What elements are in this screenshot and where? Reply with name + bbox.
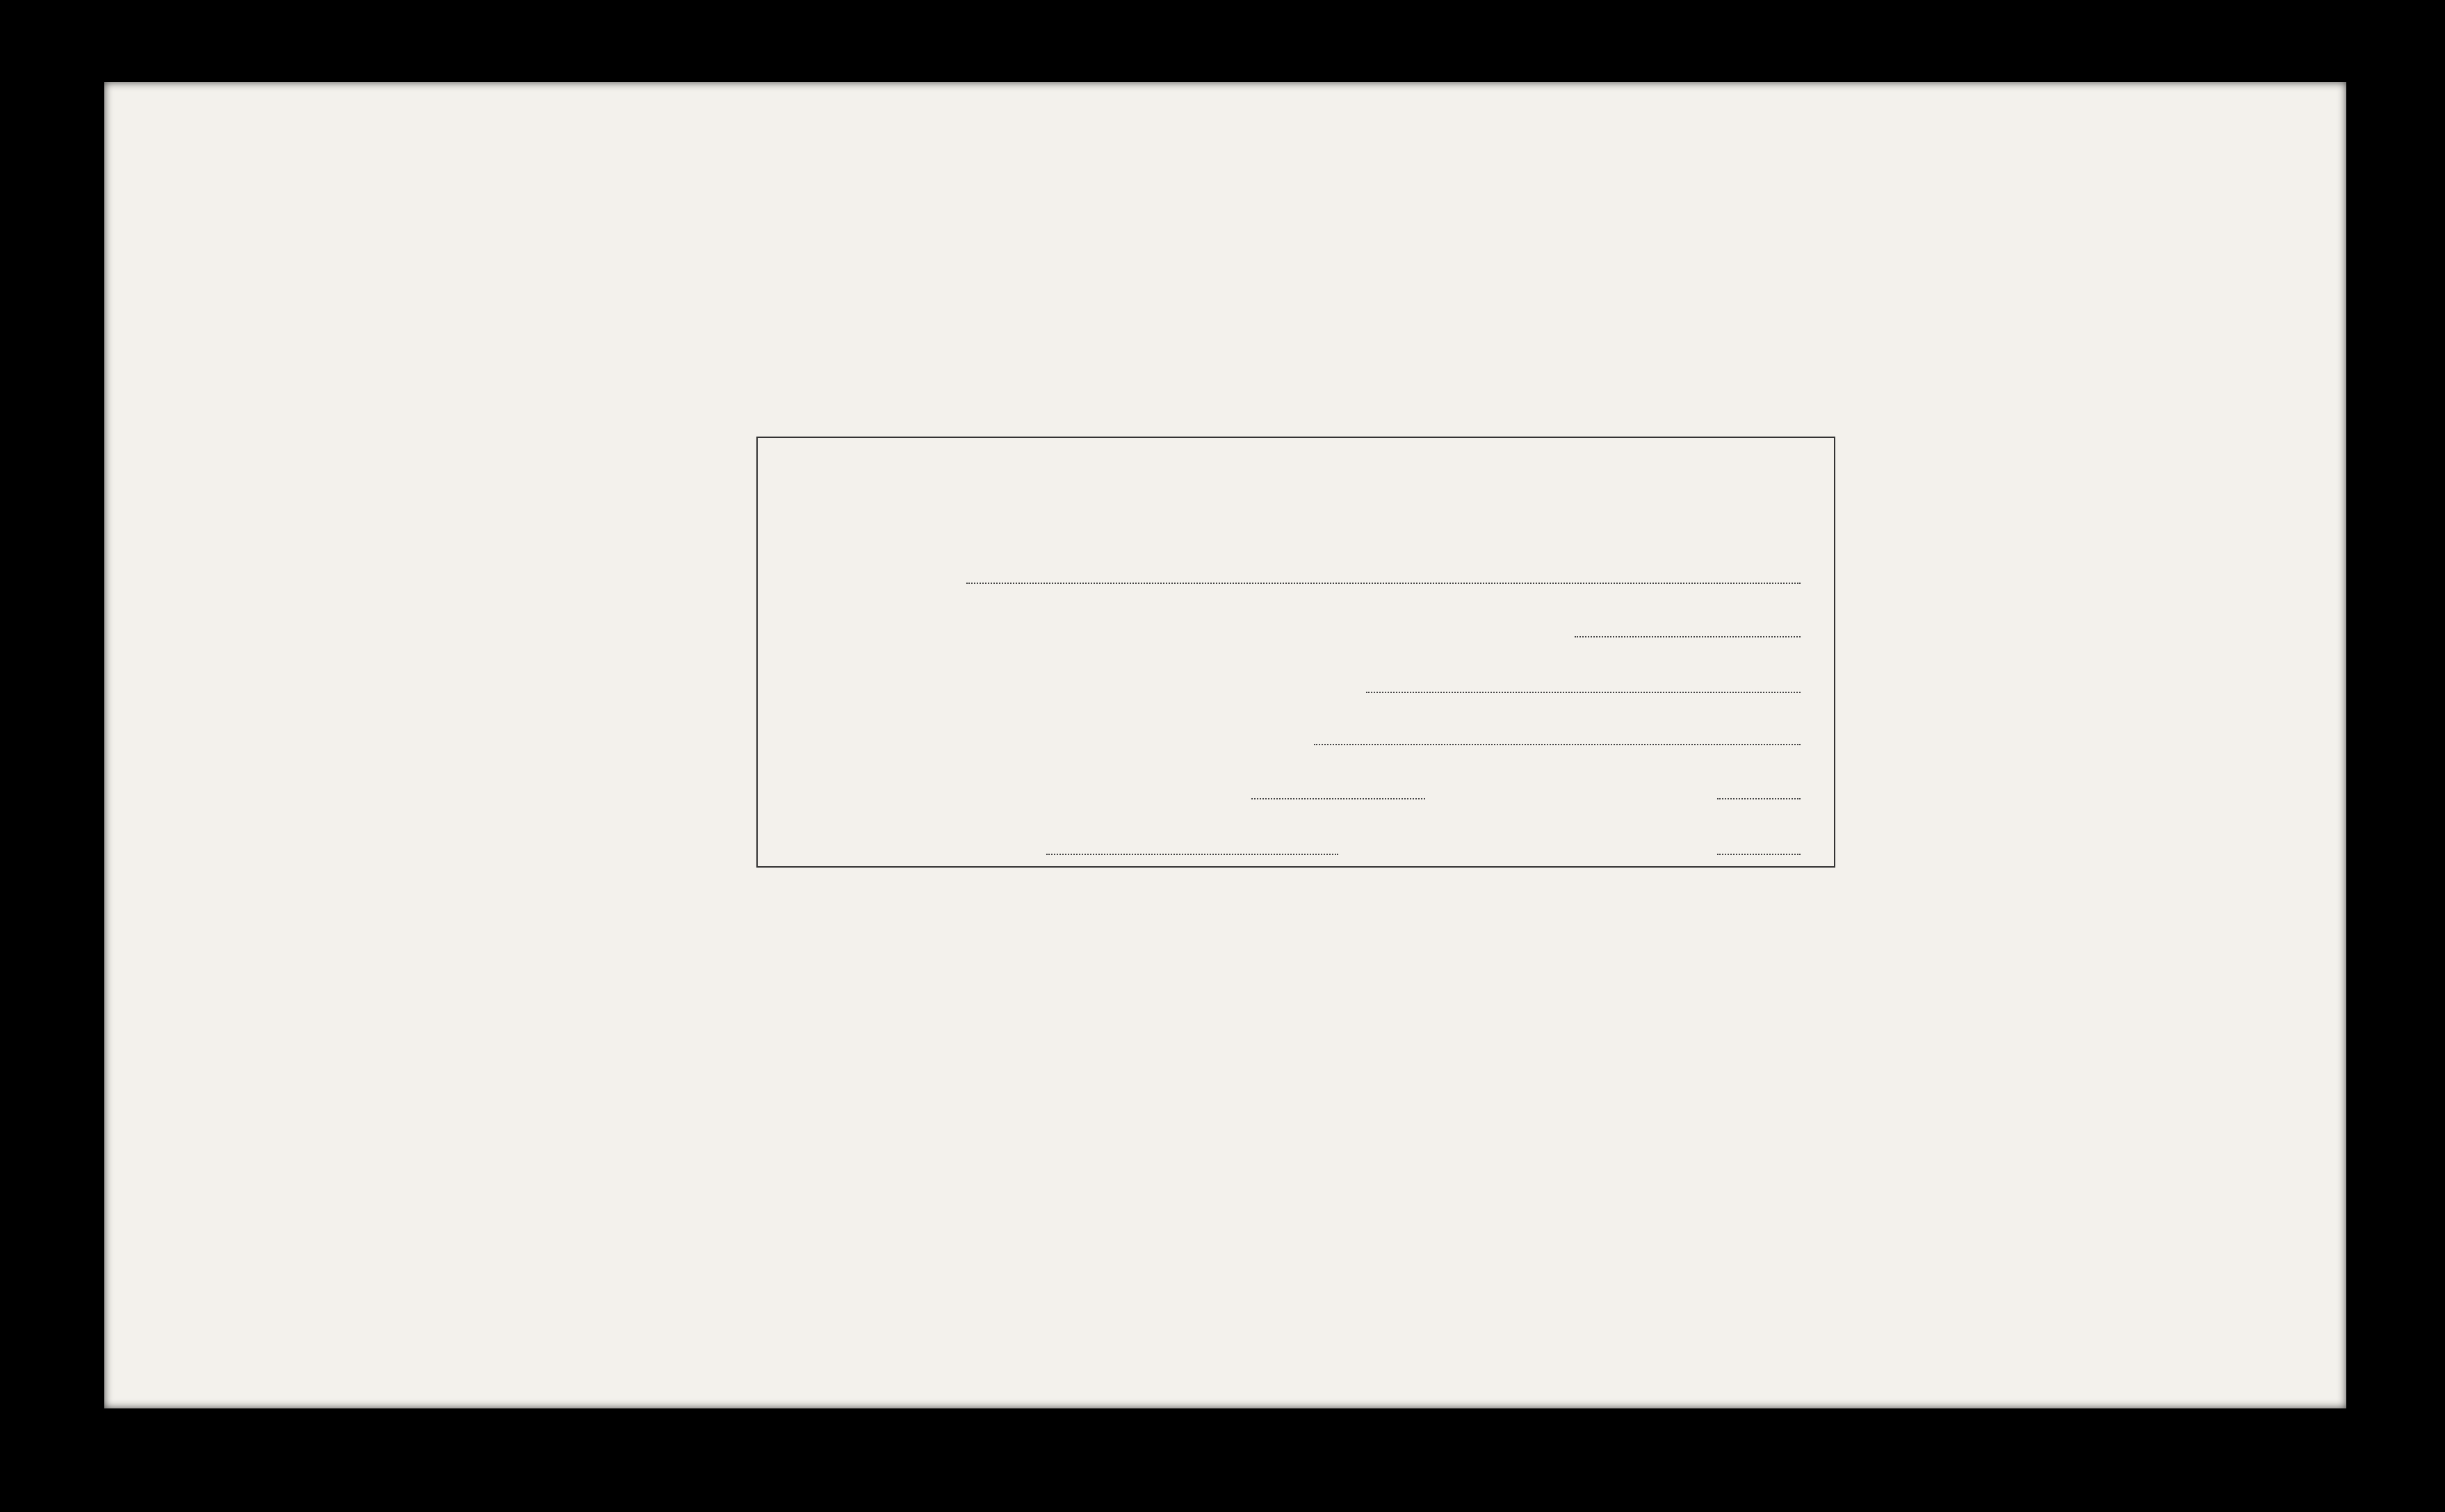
q1-answer-line[interactable] — [966, 583, 1801, 584]
q6b-answer-line[interactable] — [1717, 854, 1801, 855]
q5b-answer-line[interactable] — [1717, 798, 1801, 799]
q4-answer-line[interactable] — [1314, 744, 1801, 745]
q6-answer-line[interactable] — [1046, 854, 1338, 855]
q5-answer-line[interactable] — [1251, 798, 1425, 799]
private-farm-form — [756, 437, 1835, 868]
q3-answer-line[interactable] — [1366, 692, 1801, 693]
q2-answer-line[interactable] — [1575, 636, 1801, 637]
